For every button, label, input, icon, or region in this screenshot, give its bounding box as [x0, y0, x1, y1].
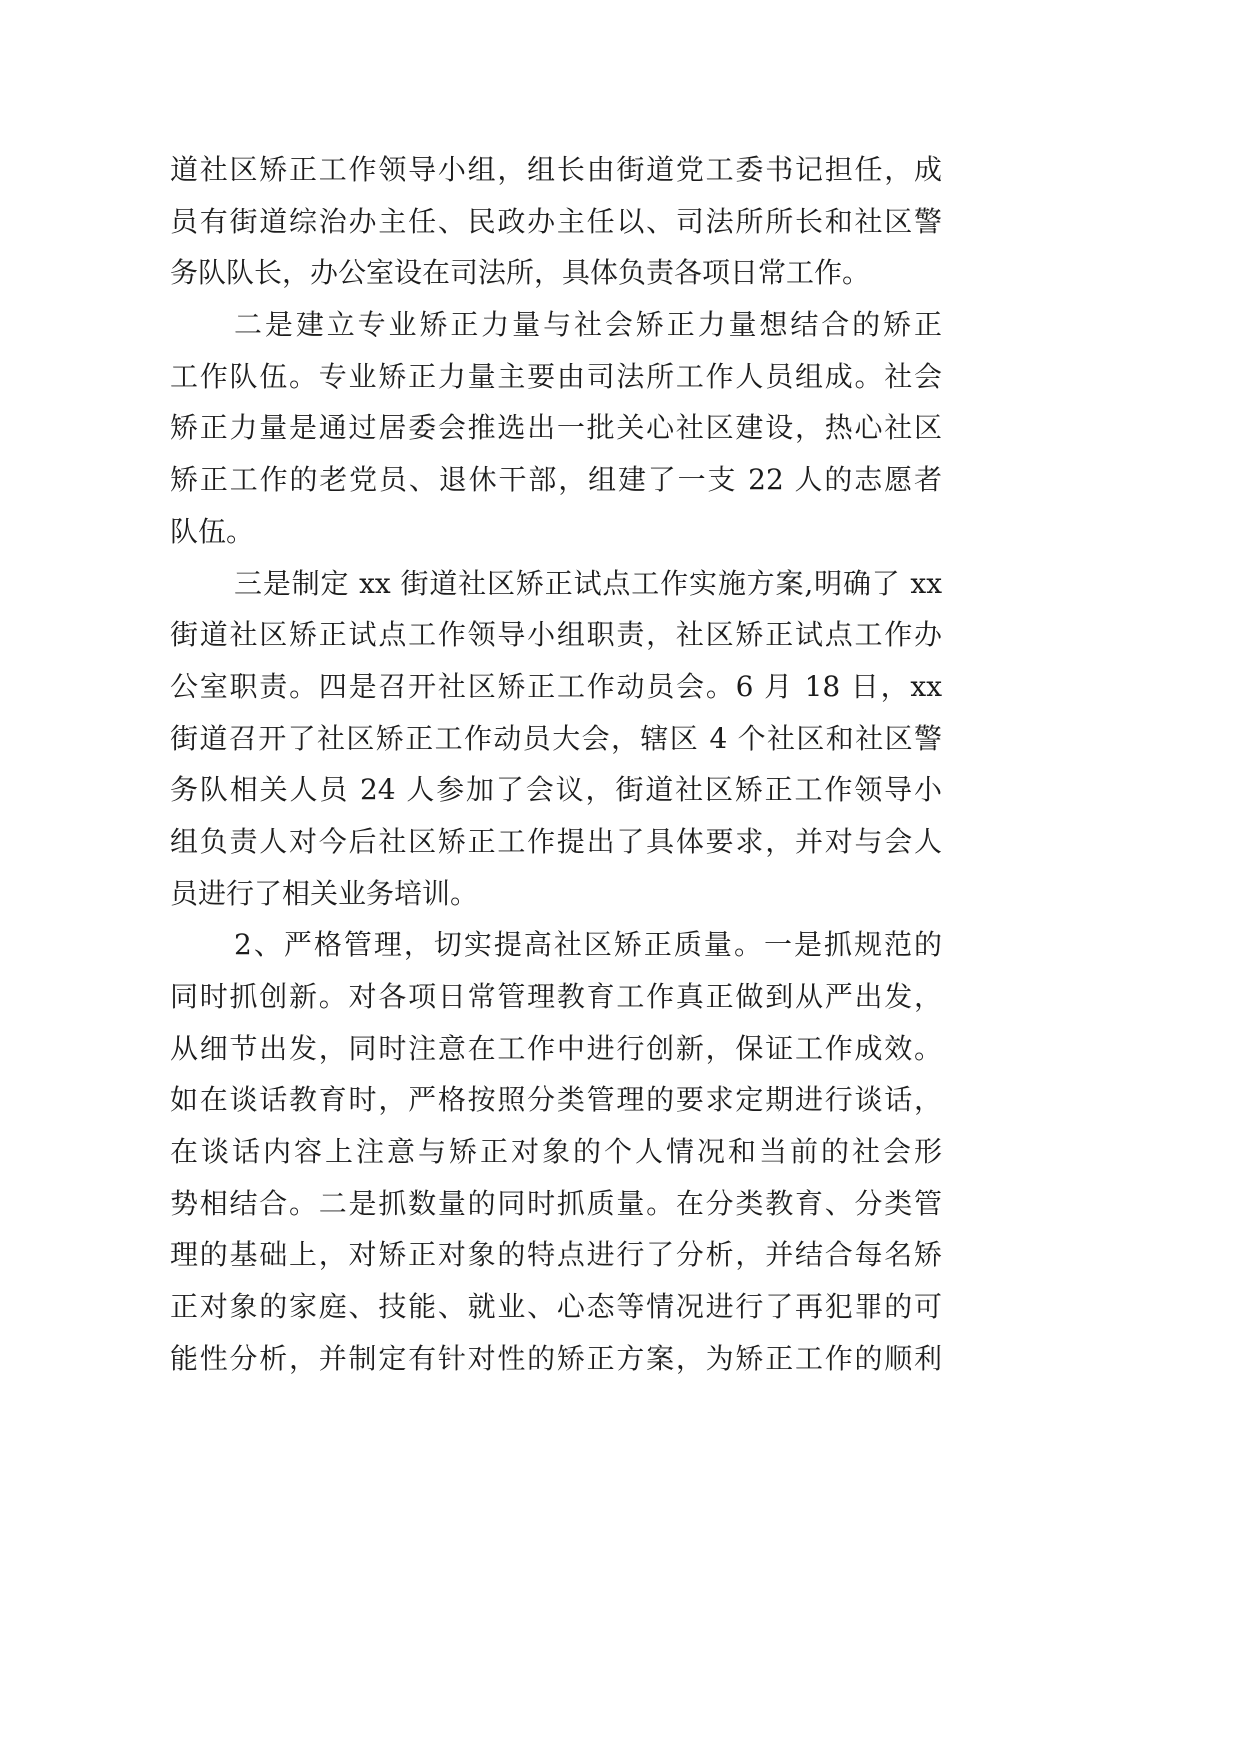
paragraph-2 — [170, 299, 942, 557]
text-line: 从细节出发，同时注意在工作中进行创新，保证工作成效。 — [170, 1031, 942, 1065]
text-line: 正对象的家庭、技能、就业、心态等情况进行了再犯罪的可 — [170, 1290, 942, 1324]
paragraph-1 — [170, 144, 942, 299]
text-line: 务队队长，办公室设在司法所，具体负责各项日常工作。 — [170, 256, 871, 290]
text-line: 2、严格管理，切实提高社区矫正质量。一是抓规范的 — [234, 928, 942, 962]
text-line: 矫正力量是通过居委会推选出一批关心社区建设，热心社区 — [170, 411, 942, 445]
text-line: 街道社区矫正试点工作领导小组职责，社区矫正试点工作办 — [170, 618, 942, 652]
text-line: 街道召开了社区矫正工作动员大会，辖区 4 个社区和社区警 — [170, 721, 942, 755]
text-line: 在谈话内容上注意与矫正对象的个人情况和当前的社会形 — [170, 1135, 942, 1169]
text-line: 三是制定 xx 街道社区矫正试点工作实施方案,明确了 xx — [234, 566, 942, 600]
text-line: 组负责人对今后社区矫正工作提出了具体要求，并对与会人 — [170, 824, 942, 858]
text-line: 道社区矫正工作领导小组，组长由街道党工委书记担任，成 — [170, 153, 942, 186]
body-text — [170, 144, 942, 1385]
text-line: 员进行了相关业务培训。 — [170, 876, 479, 910]
paragraph-4 — [170, 919, 942, 1384]
text-line: 二是建立专业矫正力量与社会矫正力量想结合的矫正 — [234, 308, 942, 342]
text-line: 能性分析，并制定有针对性的矫正方案，为矫正工作的顺利 — [170, 1341, 942, 1375]
text-line: 势相结合。二是抓数量的同时抓质量。在分类教育、分类管 — [170, 1186, 942, 1220]
text-line: 同时抓创新。对各项日常管理教育工作真正做到从严出发， — [170, 980, 942, 1013]
text-line: 矫正工作的老党员、退休干部，组建了一支 22 人的志愿者 — [170, 463, 942, 497]
text-line: 公室职责。四是召开社区矫正工作动员会。6 月 18 日，xx — [170, 669, 942, 703]
text-line: 如在谈话教育时，严格按照分类管理的要求定期进行谈话， — [170, 1083, 942, 1117]
paragraph-3 — [170, 558, 942, 920]
text-line: 理的基础上，对矫正对象的特点进行了分析，并结合每名矫 — [170, 1238, 942, 1272]
text-line: 员有街道综治办主任、民政办主任以、司法所所长和社区警 — [170, 204, 942, 238]
text-line: 队伍。 — [170, 514, 255, 548]
text-line: 务队相关人员 24 人参加了会议，街道社区矫正工作领导小 — [170, 773, 942, 807]
text-line: 工作队伍。专业矫正力量主要由司法所工作人员组成。社会 — [170, 359, 942, 393]
